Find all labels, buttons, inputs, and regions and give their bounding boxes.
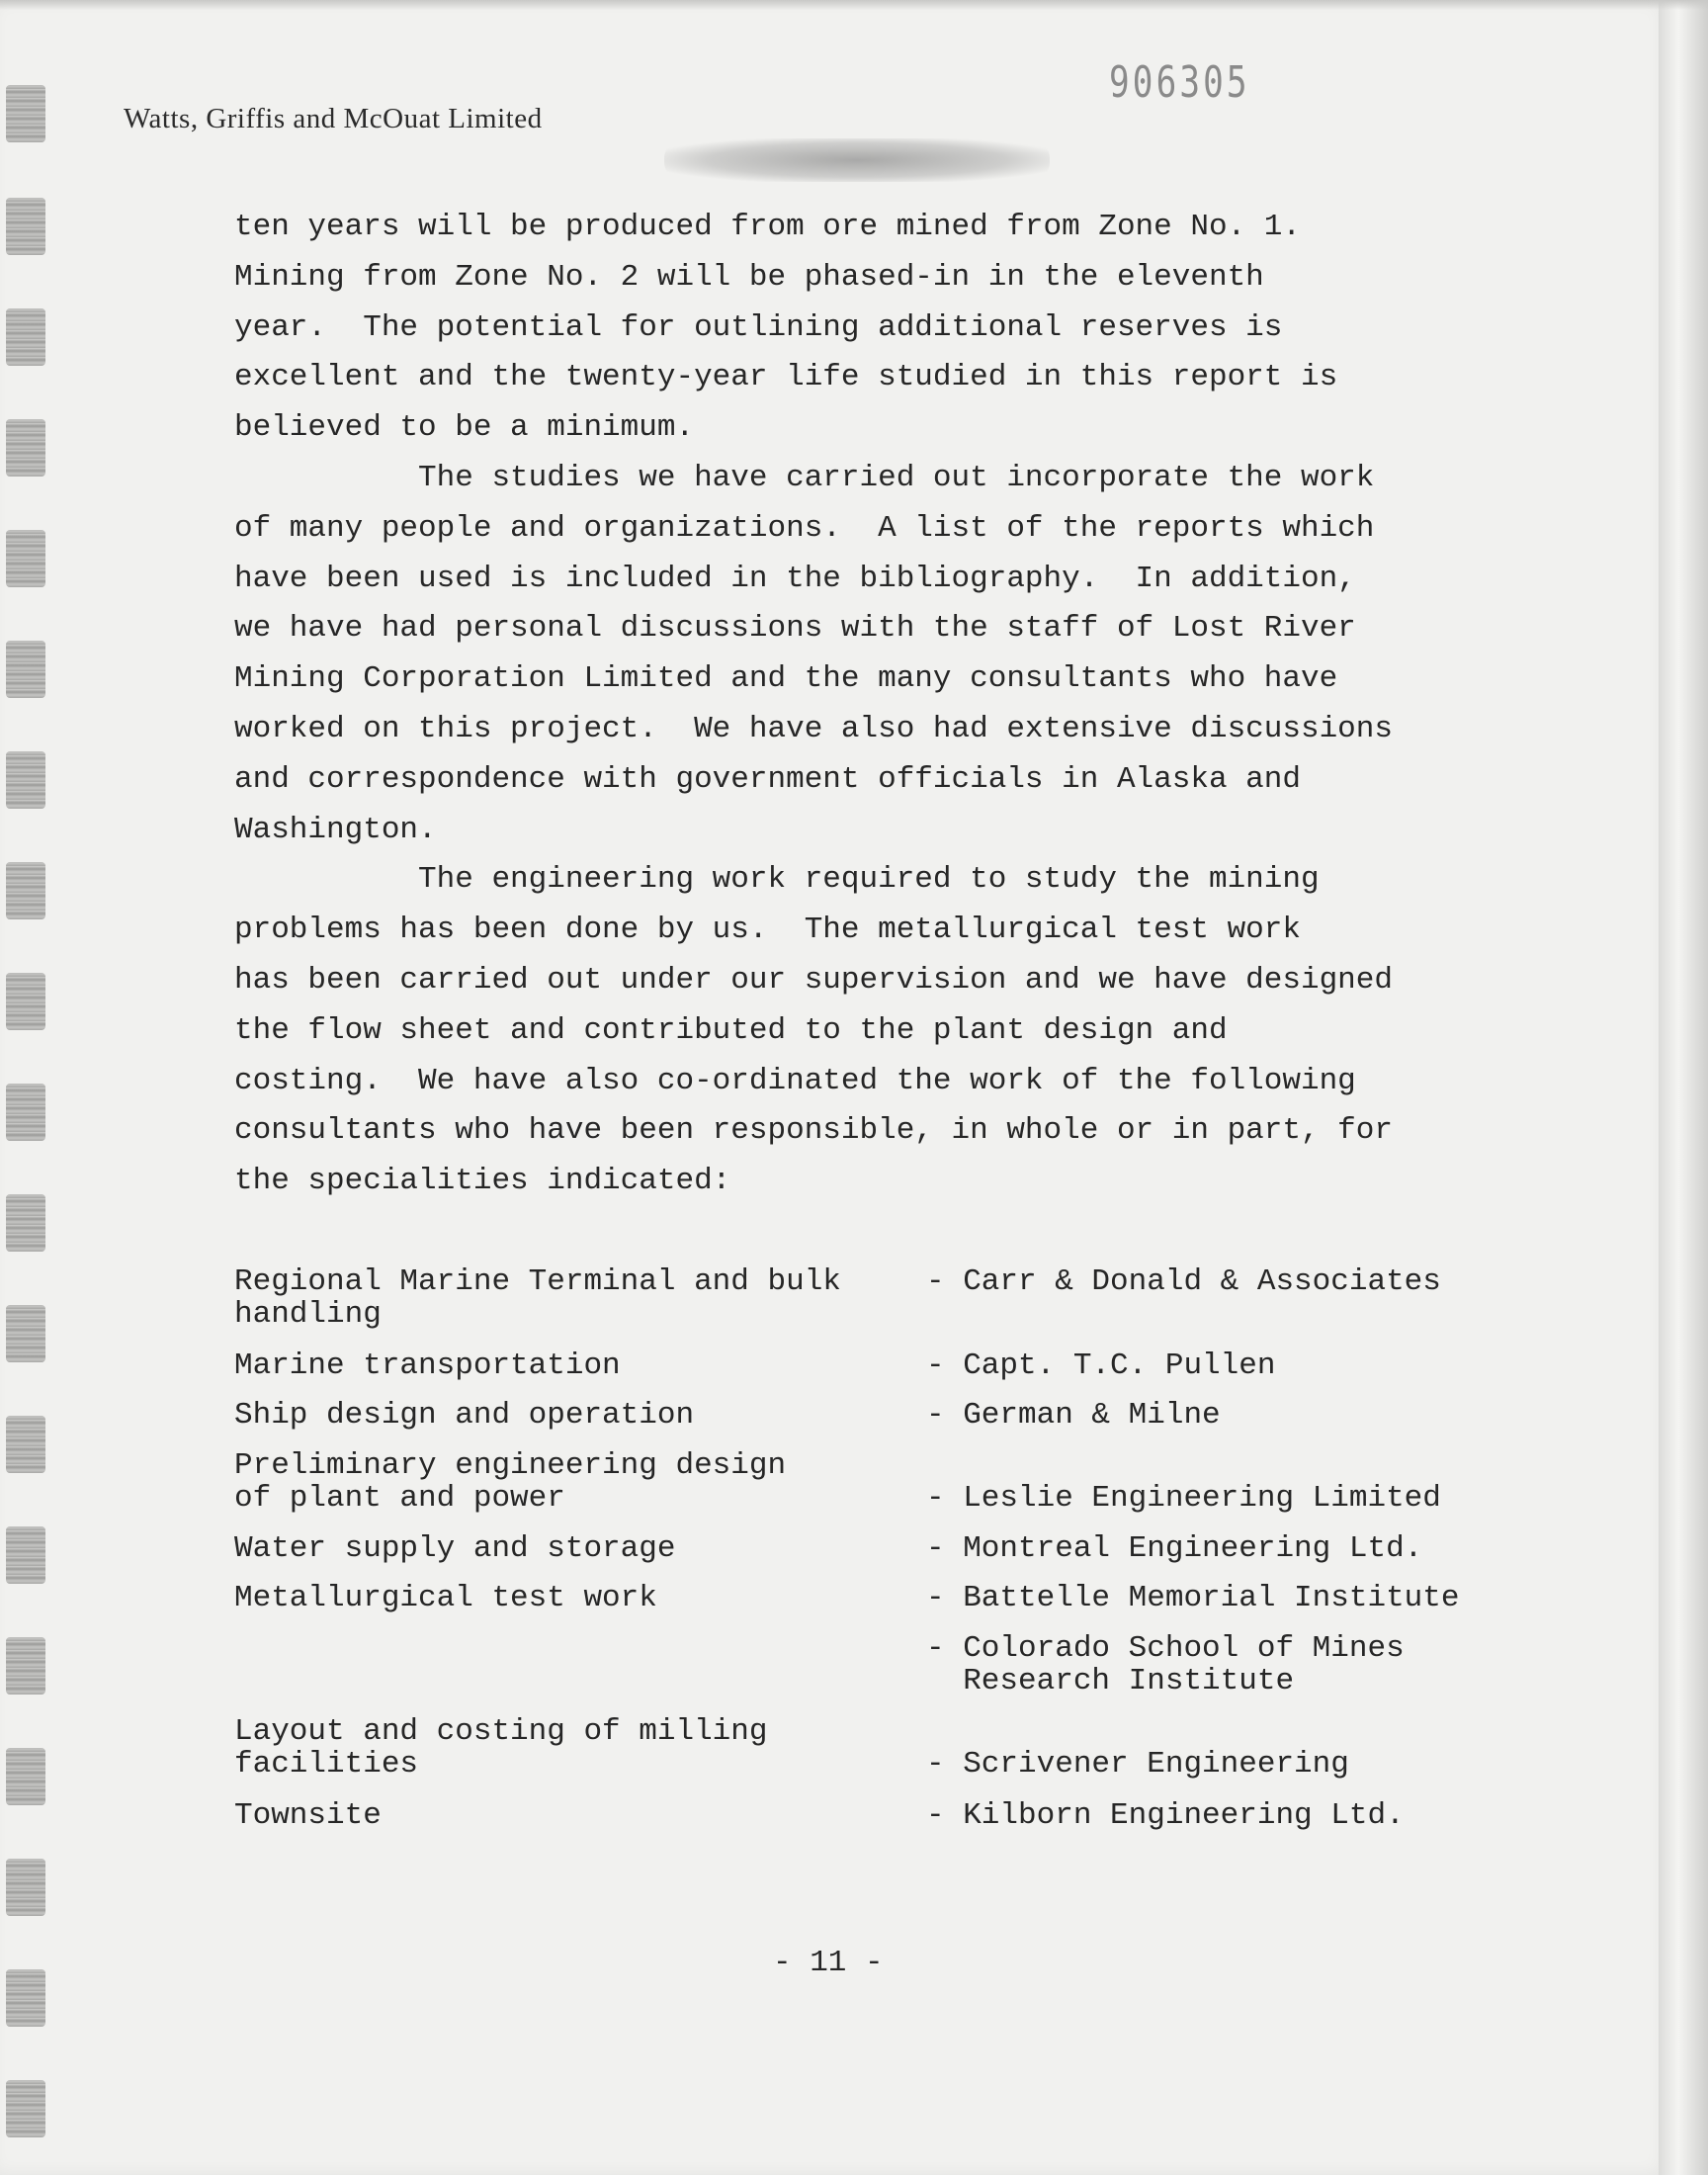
speciality-area: Water supply and storage	[234, 1531, 676, 1566]
speciality-consultant: - Carr & Donald & Associates	[926, 1264, 1441, 1299]
binder-hole	[6, 1859, 45, 1916]
letterhead: Watts, Griffis and McOuat Limited	[124, 103, 543, 134]
body-line: ten years will be produced from ore mined from Zone No. 1.	[234, 210, 1301, 244]
speciality-consultant: - Colorado School of Mines Research Institute	[926, 1631, 1405, 1698]
body-line: consultants who have been responsible, in whole or in part, for	[234, 1113, 1393, 1149]
binder-hole	[6, 1305, 45, 1362]
binder-hole	[6, 1748, 45, 1805]
ink-smudge	[664, 138, 1050, 182]
page-edge-shadow	[1659, 0, 1708, 2175]
speciality-consultant: - Battelle Memorial Institute	[926, 1581, 1460, 1615]
body-line: Mining from Zone No. 2 will be phased-in in the eleventh	[234, 259, 1264, 295]
body-line: we have had personal discussions with the staff of Lost River	[234, 611, 1356, 647]
binder-hole	[6, 1416, 45, 1473]
body-line: Mining Corporation Limited and the many consultants who have	[234, 661, 1338, 697]
body-text	[234, 203, 1549, 1207]
speciality-area: Regional Marine Terminal and bulk handling	[234, 1264, 841, 1332]
binder-hole	[6, 419, 45, 477]
binder-hole	[6, 862, 45, 919]
body-line: believed to be a minimum.	[234, 410, 695, 446]
page-number: - 11 -	[773, 1946, 884, 1980]
binder-hole	[6, 1637, 45, 1695]
speciality-area: Ship design and operation	[234, 1398, 695, 1433]
speciality-consultant: - Scrivener Engineering	[926, 1747, 1349, 1782]
speciality-area: Metallurgical test work	[234, 1581, 657, 1615]
speciality-area: Townsite	[234, 1798, 382, 1833]
binder-hole	[6, 530, 45, 587]
binder-hole	[6, 85, 45, 142]
binder-holes	[0, 0, 59, 2175]
body-line: excellent and the twenty-year life studied in this report is	[234, 360, 1338, 395]
speciality-consultant: - Capt. T.C. Pullen	[926, 1348, 1276, 1383]
body-line: worked on this project. We have also had extensive discussions	[234, 711, 1393, 746]
page-top-edge	[0, 0, 1708, 10]
binder-hole	[6, 1526, 45, 1584]
body-line: Washington.	[234, 812, 437, 847]
binder-hole	[6, 308, 45, 366]
body-line: of many people and organizations. A list of the reports which	[234, 510, 1375, 546]
body-line: the flow sheet and contributed to the plant design and	[234, 1012, 1228, 1048]
body-line: costing. We have also co-ordinated the work of the following	[234, 1063, 1356, 1098]
binder-hole	[6, 2080, 45, 2137]
body-line: problems has been done by us. The metallurgical test work	[234, 913, 1301, 948]
binder-hole	[6, 973, 45, 1030]
document-number: 906305	[1109, 57, 1250, 108]
speciality-consultant: - German & Milne	[926, 1398, 1221, 1433]
binder-hole	[6, 751, 45, 809]
binder-hole	[6, 1969, 45, 2027]
speciality-consultant: - Kilborn Engineering Ltd.	[926, 1798, 1405, 1833]
body-line: The engineering work required to study the mining	[234, 862, 1320, 898]
speciality-consultant: - Leslie Engineering Limited	[926, 1481, 1441, 1516]
speciality-area: Preliminary engineering design of plant and power	[234, 1448, 787, 1516]
speciality-consultant: - Montreal Engineering Ltd.	[926, 1531, 1423, 1566]
body-line: and correspondence with government officials in Alaska and	[234, 761, 1301, 797]
body-line: the specialities indicated:	[234, 1164, 731, 1199]
binder-hole	[6, 198, 45, 255]
speciality-area: Marine transportation	[234, 1348, 621, 1383]
body-line: has been carried out under our supervision and we have designed	[234, 962, 1393, 998]
binder-hole	[6, 1084, 45, 1141]
body-line: have been used is included in the bibliography. In addition,	[234, 561, 1356, 596]
body-line: year. The potential for outlining additional reserves is	[234, 309, 1283, 345]
binder-hole	[6, 641, 45, 698]
body-line: The studies we have carried out incorporate the work	[234, 460, 1375, 495]
binder-hole	[6, 1194, 45, 1252]
speciality-area: Layout and costing of milling facilities	[234, 1714, 768, 1782]
